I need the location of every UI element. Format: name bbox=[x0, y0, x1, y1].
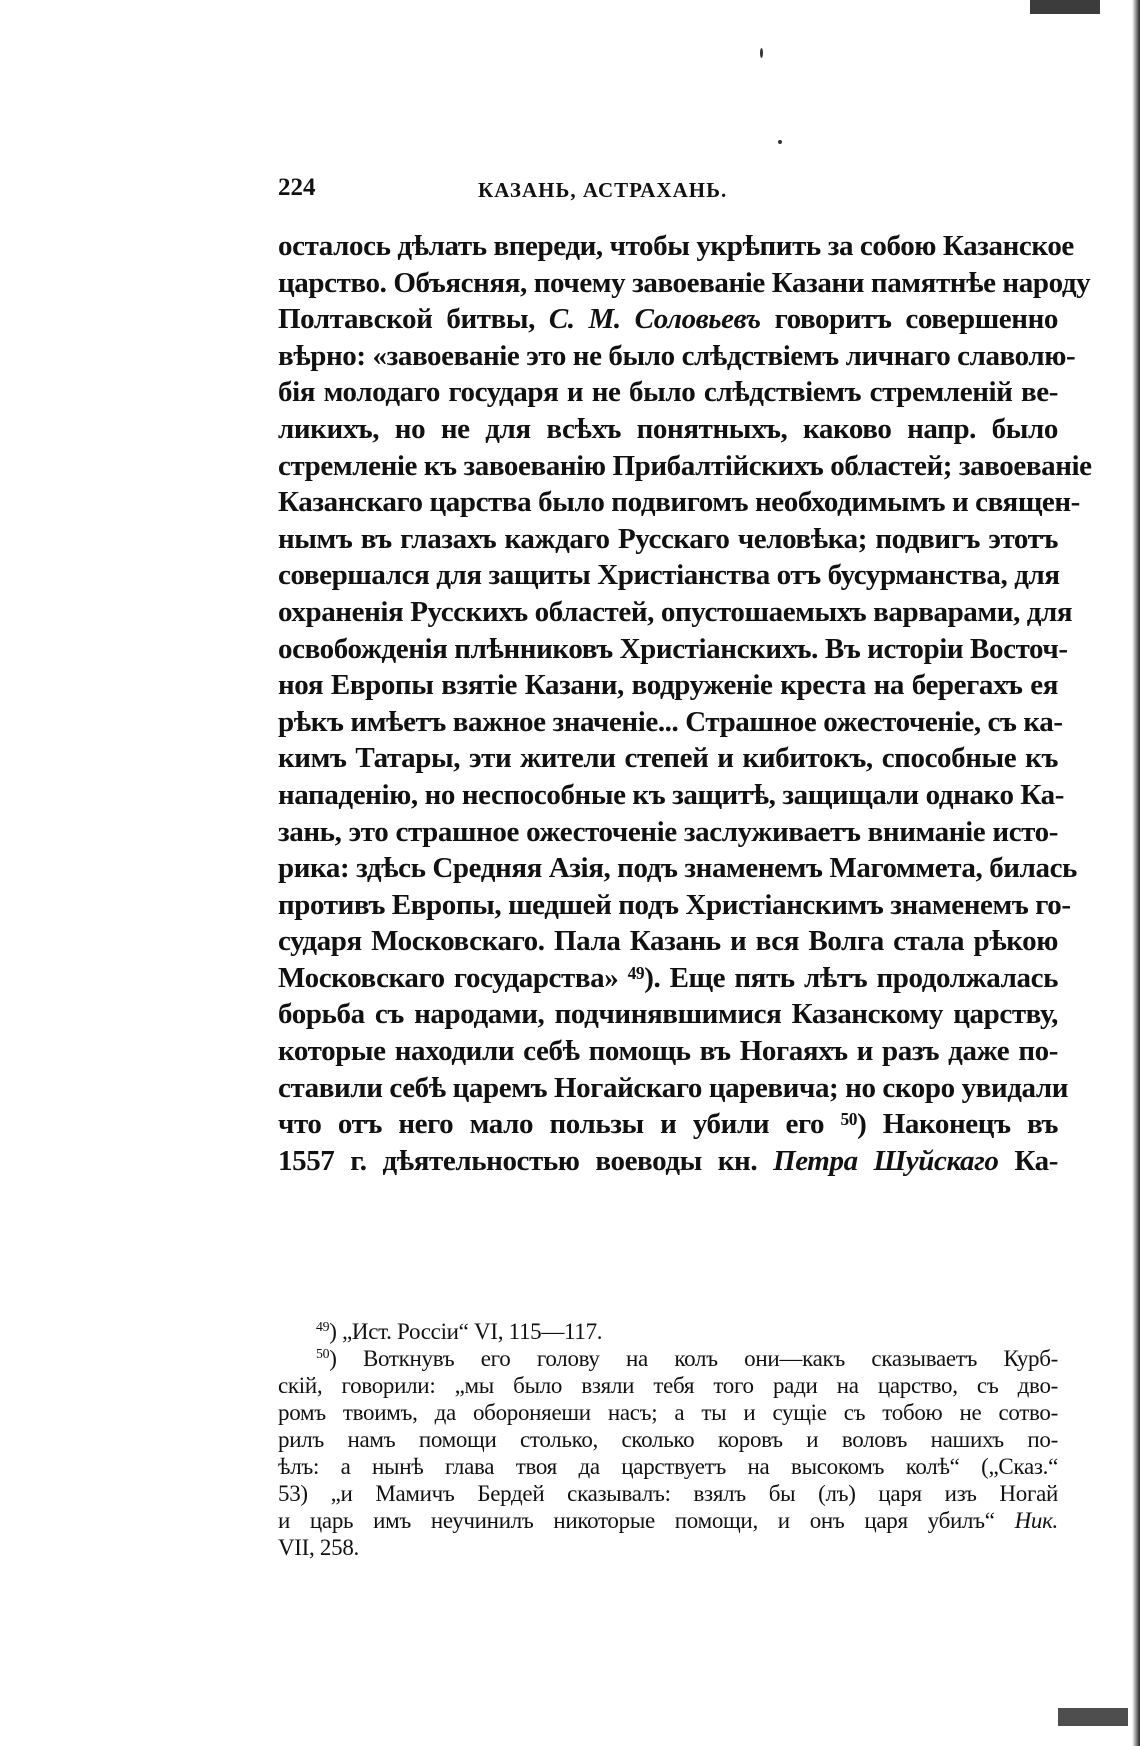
text-line: кимъ Татары, эти жители степей и кибитокъ, способные къ bbox=[278, 742, 1058, 775]
text-line: совершался для защиты Христіанства отъ бусурманства, для bbox=[278, 559, 1060, 592]
text-line: рѣкъ имѣетъ важное значеніе... Страшное ожесточеніе, съ ка- bbox=[278, 705, 1063, 738]
text-line bbox=[278, 301, 1058, 338]
text-line: которые находили себѣ помощь въ Ногаяхъ и разъ даже по- bbox=[278, 1035, 1058, 1068]
footnote-line bbox=[278, 1507, 1058, 1534]
text-line: бія молодаго государя и не было слѣдствіемъ стремленій ве- bbox=[278, 376, 1058, 409]
scan-speck bbox=[778, 140, 782, 144]
text-line: борьба съ народами, подчинявшимися Казанскому царству, bbox=[278, 998, 1058, 1031]
footnote-text: ) Воткнувъ его голову на колъ они—какъ сказываетъ Курб- bbox=[329, 1346, 1058, 1371]
text-line: царство. Объясняя, почему завоеваніе Казани памятнѣе народу bbox=[278, 266, 1091, 299]
footnote-line: скій, говорили: „мы было взяли тебя того ради на царство, съ дво- bbox=[278, 1373, 1058, 1398]
main-text bbox=[278, 228, 1092, 1179]
text-line: рика: здѣсь Средняя Азія, подъ знаменемъ Магоммета, билась bbox=[278, 852, 1077, 885]
page-header bbox=[278, 174, 1058, 208]
footnotes bbox=[278, 1318, 1058, 1561]
text-fragment: Ка- bbox=[1014, 1144, 1058, 1177]
footnote-line: ромъ твоимъ, да обороняеши насъ; а ты и сущіе съ тобою не сотво- bbox=[278, 1400, 1058, 1425]
footnote-line: ѣлъ: а нынѣ глава твоя да царствуетъ на высокомъ колѣ“ („Сказ.“ bbox=[278, 1454, 1058, 1479]
text-line: вѣрно: «завоеваніе это не было слѣдствіемъ личнаго славолю- bbox=[278, 339, 1076, 372]
footnote-ref: 49 bbox=[627, 962, 645, 983]
text-line: охраненія Русскихъ областей, опустошаемыхъ варварами, для bbox=[278, 595, 1073, 628]
footnote-number: 50 bbox=[316, 1346, 330, 1361]
page-number: 224 bbox=[278, 174, 316, 201]
scan-edge-shadow bbox=[1132, 0, 1140, 1746]
text-fragment: Московскаго государства» bbox=[278, 961, 619, 994]
footnote-text: и царь имъ неучинилъ никоторые помощи, и онъ царя убилъ“ bbox=[278, 1508, 995, 1533]
text-line: освобожденія плѣнниковъ Христіанскихъ. Въ исторіи Восточ- bbox=[278, 632, 1068, 665]
footnote-number: 49 bbox=[316, 1319, 330, 1334]
text-line: стремленіе къ завоеванію Прибалтійскихъ областей; завоеваніе bbox=[278, 449, 1092, 482]
text-line bbox=[278, 1106, 1058, 1143]
footnote-line: рилъ намъ помощи столько, сколько коровъ и воловъ нашихъ по- bbox=[278, 1427, 1058, 1452]
text-line: противъ Европы, шедшей подъ Христіанскимъ знаменемъ го- bbox=[278, 888, 1071, 921]
text-fragment: ). Еще пять лѣтъ продолжалась bbox=[644, 961, 1058, 994]
author-name: С. М. Соловьевъ bbox=[548, 303, 761, 336]
footnote-text: ) „Ист. Россіи“ VI, 115—117. bbox=[329, 1319, 603, 1344]
text-fragment: что отъ него мало пользы и убили его bbox=[278, 1108, 825, 1141]
text-line bbox=[278, 960, 1058, 997]
text-line: Казанскаго царства было подвигомъ необходимымъ и священ- bbox=[278, 486, 1080, 519]
text-line: осталось дѣлать впереди, чтобы укрѣпить за собою Казанское bbox=[278, 230, 1074, 262]
footnote-50 bbox=[278, 1345, 1058, 1372]
text-line bbox=[278, 1143, 1058, 1180]
source-abbrev: Ник. bbox=[1014, 1508, 1058, 1533]
scan-artifact-top bbox=[1030, 0, 1100, 14]
text-fragment: Полтавской битвы, bbox=[278, 303, 535, 336]
footnote-ref: 50 bbox=[840, 1109, 858, 1130]
text-fragment: ) Наконецъ въ bbox=[857, 1108, 1058, 1141]
person-name: Петра Шуйскаго bbox=[773, 1144, 999, 1177]
running-head: КАЗАНЬ, АСТРАХАНЬ. bbox=[478, 178, 728, 202]
scan-artifact-bottom bbox=[1058, 1708, 1128, 1726]
text-line: сударя Московскаго. Пала Казань и вся Волга стала рѣкою bbox=[278, 925, 1058, 958]
text-line: нападенію, но неспособные къ защитѣ, защищали однако Ка- bbox=[278, 778, 1065, 811]
footnote-line: VII, 258. bbox=[278, 1535, 359, 1560]
text-line: зань, это страшное ожесточеніе заслуживаетъ вниманіе исто- bbox=[278, 815, 1058, 848]
text-line: нымъ въ глазахъ каждаго Русскаго человѣка; подвигъ этотъ bbox=[278, 522, 1058, 555]
text-line: ноя Европы взятіе Казани, водруженіе креста на берегахъ ея bbox=[278, 669, 1058, 702]
footnote-49 bbox=[278, 1318, 1058, 1345]
text-fragment: 1557 г. дѣятельностью воеводы кн. bbox=[278, 1144, 758, 1177]
scan-speck bbox=[760, 48, 763, 58]
footnote-line: 53) „и Мамичъ Бердей сказывалъ: взялъ бы (лъ) царя изъ Ногай bbox=[278, 1481, 1058, 1506]
text-fragment: говоритъ совершенно bbox=[774, 303, 1058, 336]
text-line: ставили себѣ царемъ Ногайскаго царевича; но скоро увидали bbox=[278, 1071, 1069, 1104]
text-line: ликихъ, но не для всѣхъ понятныхъ, каково напр. было bbox=[278, 412, 1058, 445]
